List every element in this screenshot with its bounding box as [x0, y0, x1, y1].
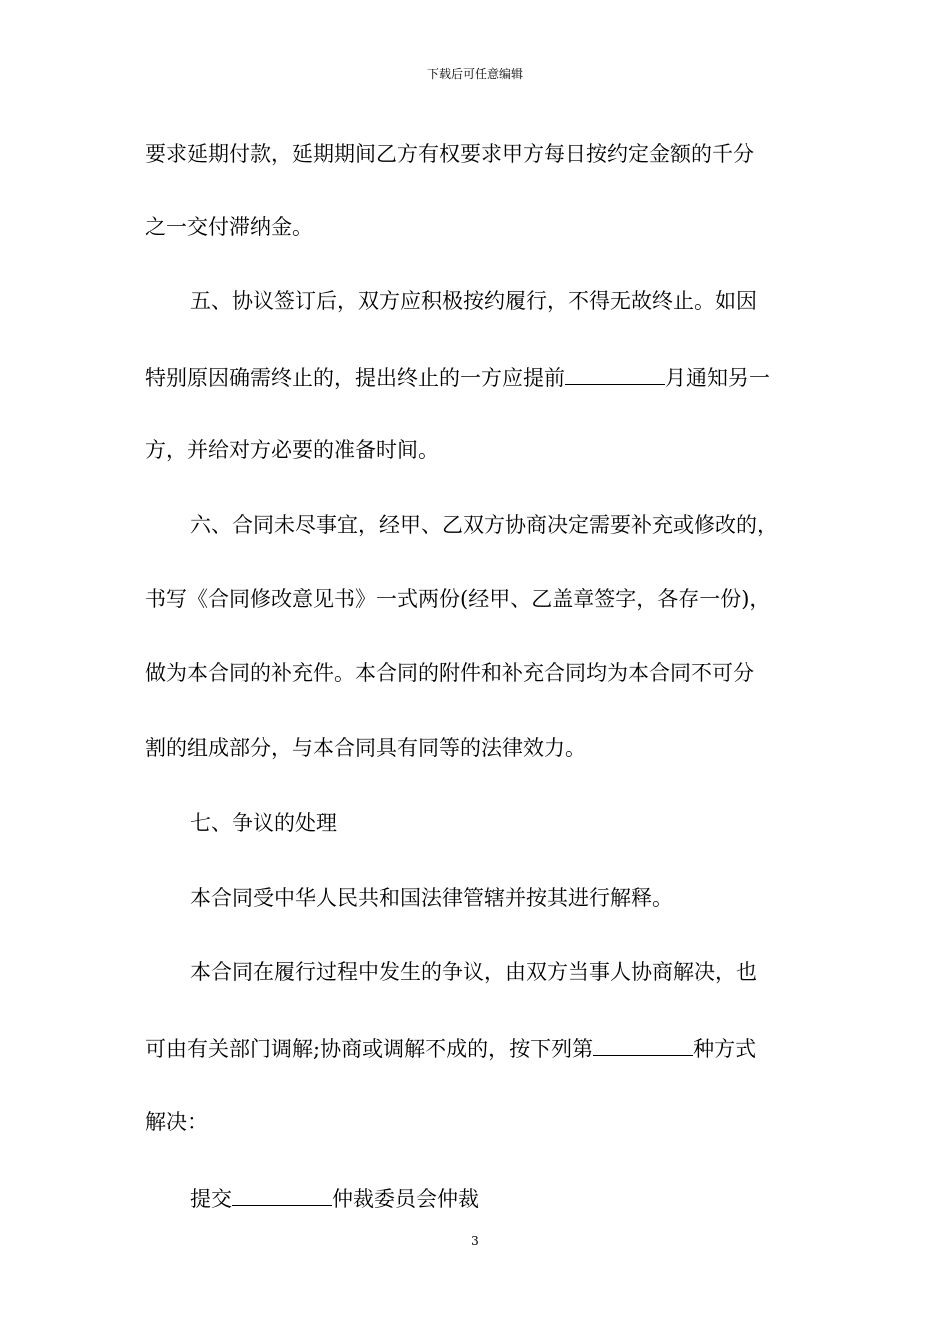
dispute-method-blank[interactable]	[593, 1033, 693, 1056]
section-six-line: 六、合同未尽事宜，经甲、乙双方协商决定需要补充或修改的，	[190, 513, 778, 537]
body-line: 割的组成部分，与本合同具有同等的法律效力。	[145, 736, 586, 760]
line-text-after: 月通知另一	[665, 366, 770, 390]
section-five-line: 五、协议签订后，双方应积极按约履行，不得无故终止。如因	[190, 289, 757, 313]
body-line: 本合同受中华人民共和国法律管辖并按其进行解释。	[190, 886, 673, 910]
body-line: 本合同在履行过程中发生的争议，由双方当事人协商解决，也	[190, 960, 757, 984]
body-line-with-blank	[190, 1183, 479, 1213]
arbitration-committee-blank[interactable]	[232, 1183, 332, 1206]
section-seven-heading: 七、争议的处理	[190, 811, 337, 835]
body-line: 做为本合同的补充件。本合同的附件和补充合同均为本合同不可分	[145, 661, 754, 685]
line-text-before: 特别原因确需终止的，提出终止的一方应提前	[145, 366, 565, 390]
body-line: 要求延期付款，延期期间乙方有权要求甲方每日按约定金额的千分	[145, 142, 754, 166]
line-text-after: 仲裁委员会仲裁	[332, 1187, 479, 1211]
body-line-with-blank	[145, 1033, 756, 1063]
body-line: 方，并给对方必要的准备时间。	[145, 438, 439, 462]
line-text-before: 可由有关部门调解;协商或调解不成的，按下列第	[145, 1037, 594, 1061]
line-text-after: 种方式	[693, 1037, 757, 1061]
page-header: 下载后可任意编辑	[426, 67, 523, 81]
body-line: 书写《合同修改意见书》一式两份(经甲、乙盖章签字，各存一份)，	[145, 587, 771, 611]
line-text-before: 提交	[190, 1187, 232, 1211]
body-line-with-blank	[145, 362, 770, 392]
notice-months-blank[interactable]	[565, 362, 665, 385]
page-number: 3	[471, 1234, 479, 1248]
body-line: 解决：	[145, 1110, 208, 1134]
body-line: 之一交付滞纳金。	[145, 215, 313, 239]
